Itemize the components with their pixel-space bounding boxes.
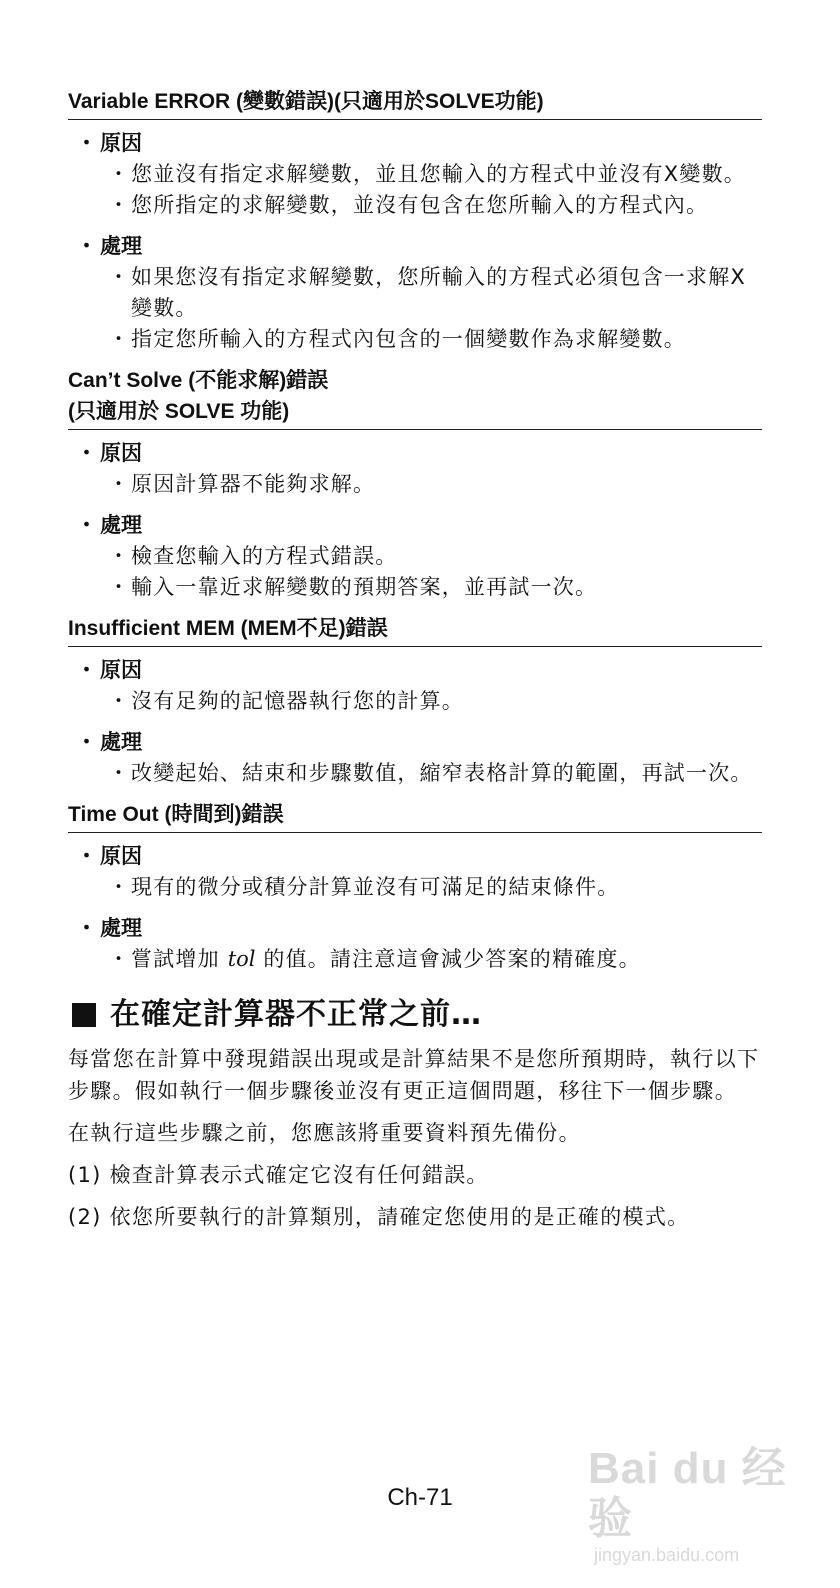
section-heading-text: 在確定計算器不正常之前…: [110, 997, 482, 1032]
cause-label: [68, 128, 762, 159]
section-title-line: Variable ERROR (變數錯誤)(只適用於SOLVE功能): [68, 90, 544, 113]
action-group: [68, 510, 762, 603]
watermark-url: jingyan.baidu.com: [594, 1545, 740, 1565]
list-item-text: 如果您沒有指定求解變數，您所輸入的方程式必須包含一求解X變數。: [131, 265, 746, 320]
section-title-line: (只適用於 SOLVE 功能): [68, 400, 290, 423]
bullet-icon: ・: [108, 327, 131, 351]
bullet-icon: ・: [108, 575, 131, 599]
bullet-icon: ・: [76, 441, 97, 465]
list-item: [68, 944, 762, 975]
bullet-icon: ・: [108, 875, 131, 899]
bullet-icon: ・: [108, 265, 131, 289]
cause-label-text: 原因: [100, 131, 142, 155]
list-item-text: 原因計算器不能夠求解。: [131, 472, 376, 496]
list-item-text: 您並沒有指定求解變數，並且您輸入的方程式中並沒有X變數。: [131, 162, 746, 186]
bullet-icon: ・: [76, 234, 97, 258]
section-title: [68, 613, 762, 647]
action-label: [68, 231, 762, 262]
section-title: [68, 86, 762, 120]
bullet-icon: ・: [76, 131, 97, 155]
section-title-line: Can’t Solve (不能求解)錯誤: [68, 369, 329, 392]
cause-list: [68, 469, 762, 500]
cause-group: [68, 438, 762, 500]
error-section: [68, 365, 762, 603]
action-group: [68, 231, 762, 355]
cause-list: [68, 159, 762, 221]
list-item: [68, 572, 762, 603]
list-item-text: 改變起始、結束和步驟數值，縮窄表格計算的範圍，再試一次。: [131, 761, 753, 785]
intro-paragraph: 每當您在計算中發現錯誤出現或是計算結果不是您所預期時，執行以下步驟。假如執行一個步驟後並沒有更正這個問題，移往下一個步驟。: [68, 1047, 760, 1103]
action-list: [68, 758, 762, 789]
bullet-icon: ・: [108, 544, 131, 568]
list-item-text: 輸入一靠近求解變數的預期答案，並再試一次。: [131, 575, 598, 599]
list-item: [68, 262, 762, 324]
cause-label-text: 原因: [100, 844, 142, 868]
error-section: [68, 613, 762, 789]
bullet-icon: ・: [108, 193, 131, 217]
section-title-line: Insufficient MEM (MEM不足)錯誤: [68, 617, 388, 640]
bullet-icon: ・: [76, 513, 97, 537]
list-item: [68, 159, 762, 190]
error-section: [68, 86, 762, 355]
bullet-icon: ・: [76, 658, 97, 682]
error-sections: [68, 86, 762, 975]
step-2: (2) 依您所要執行的計算類別，請確定您使用的是正確的模式。: [68, 1205, 690, 1229]
black-square-icon: [72, 1003, 96, 1027]
cause-group: [68, 841, 762, 903]
page-number: Ch-71: [387, 1484, 453, 1511]
list-item-text: 您所指定的求解變數，並沒有包含在您所輸入的方程式內。: [131, 193, 709, 217]
list-item-text: 指定您所輸入的方程式內包含的一個變數作為求解變數。: [131, 327, 686, 351]
action-list: [68, 262, 762, 355]
action-label: [68, 913, 762, 944]
bullet-icon: ・: [108, 472, 131, 496]
list-item-text: 的值。請注意這會減少答案的精確度。: [255, 947, 641, 971]
list-item-text: 沒有足夠的記憶器執行您的計算。: [131, 689, 464, 713]
cause-list: [68, 686, 762, 717]
action-label-text: 處理: [100, 916, 142, 940]
list-item: [68, 190, 762, 221]
action-list: [68, 944, 762, 975]
section-title: [68, 365, 762, 430]
bullet-icon: ・: [108, 162, 131, 186]
bullet-icon: ・: [108, 947, 131, 971]
cause-list: [68, 872, 762, 903]
action-group: [68, 913, 762, 975]
bullet-icon: ・: [76, 730, 97, 754]
cause-group: [68, 655, 762, 717]
bullet-icon: ・: [108, 689, 131, 713]
bullet-icon: ・: [76, 916, 97, 940]
list-item: [68, 872, 762, 903]
cause-label-text: 原因: [100, 658, 142, 682]
manual-page: [68, 86, 762, 1233]
list-item-text: 檢查您輸入的方程式錯誤。: [131, 544, 398, 568]
action-group: [68, 727, 762, 789]
list-item: [68, 758, 762, 789]
section-heading: [68, 995, 762, 1035]
tol-variable: tol: [227, 947, 256, 971]
action-label: [68, 727, 762, 758]
cause-label-text: 原因: [100, 441, 142, 465]
list-item-text: 嘗試增加: [131, 947, 228, 971]
error-section: [68, 799, 762, 975]
cause-group: [68, 128, 762, 221]
section-title: [68, 799, 762, 833]
backup-paragraph: 在執行這些步驟之前，您應該將重要資料預先備份。: [68, 1121, 581, 1145]
list-item: [68, 469, 762, 500]
list-item: [68, 324, 762, 355]
bullet-icon: ・: [108, 761, 131, 785]
baidu-watermark: [588, 1444, 788, 1565]
step-1: (1) 檢查計算表示式確定它沒有任何錯誤。: [68, 1163, 489, 1187]
cause-label: [68, 655, 762, 686]
watermark-logo: Bai du 经验: [588, 1444, 787, 1543]
cause-label: [68, 438, 762, 469]
cause-label: [68, 841, 762, 872]
section-title-line: Time Out (時間到)錯誤: [68, 803, 284, 826]
list-item: [68, 686, 762, 717]
list-item: [68, 541, 762, 572]
action-label-text: 處理: [100, 234, 142, 258]
bullet-icon: ・: [76, 844, 97, 868]
action-list: [68, 541, 762, 603]
action-label-text: 處理: [100, 730, 142, 754]
action-label-text: 處理: [100, 513, 142, 537]
action-label: [68, 510, 762, 541]
list-item-text: 現有的微分或積分計算並沒有可滿足的結束條件。: [131, 875, 620, 899]
